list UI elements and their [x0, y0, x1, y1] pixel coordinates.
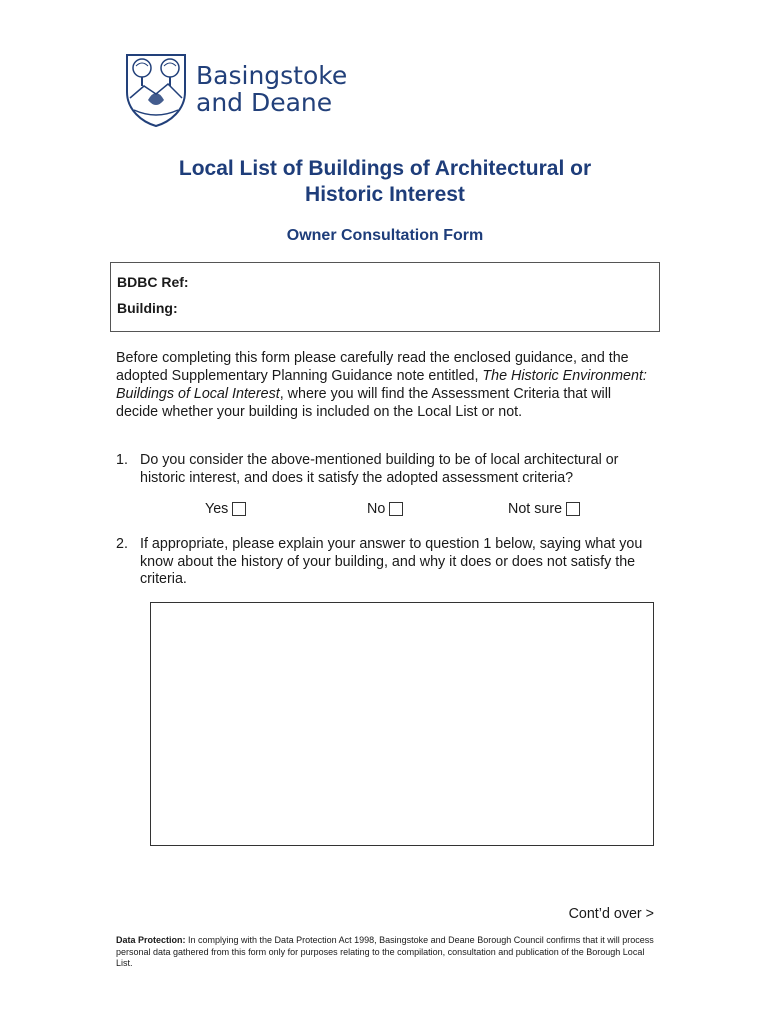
- data-protection-text: In complying with the Data Protection Act 1998, Basingstoke and Deane Borough Council confirms that it will process personal data gathered from this form only for purposes relating to the compilation, consultation and publication of the Borough Local List.: [116, 935, 654, 968]
- data-protection-label: Data Protection:: [116, 935, 186, 945]
- logo-wordmark: [196, 62, 347, 116]
- data-protection-notice: [116, 935, 656, 970]
- intro-guidance-title: The Historic Environment: Buildings of Local Interest: [116, 368, 647, 402]
- logo-line-1: Basingstoke: [196, 61, 348, 90]
- question-1-number: 1.: [116, 452, 128, 468]
- option-yes[interactable]: [205, 501, 246, 517]
- question-2-number: 2.: [116, 536, 128, 552]
- intro-paragraph: [116, 349, 656, 421]
- not-sure-checkbox[interactable]: [566, 502, 580, 516]
- question-2-text: If appropriate, please explain your answer to question 1 below, saying what you know about the history of your building, and why it does or does not satisfy the criteria.: [140, 536, 643, 587]
- question-1-text: Do you consider the above-mentioned building to be of local architectural or historic interest, and does it satisfy the adopted assessment criteria?: [140, 452, 619, 486]
- page-title: [0, 156, 770, 208]
- intro-text-1: Before completing this form please carefully read the enclosed guidance, and the adopted Supplementary Planning Guidance note entitled,: [116, 350, 629, 384]
- bdbc-ref-label: BDBC Ref:: [117, 274, 189, 290]
- building-label: Building:: [117, 300, 178, 316]
- reference-box: [110, 262, 660, 332]
- logo-line-2: and Deane: [196, 88, 333, 117]
- yes-checkbox[interactable]: [232, 502, 246, 516]
- option-not-sure-label: Not sure: [508, 501, 563, 517]
- option-yes-label: Yes: [205, 501, 229, 517]
- crest-icon: [124, 52, 188, 128]
- option-no[interactable]: [367, 501, 403, 517]
- intro-text-2: , where you will find the Assessment Criteria that will decide whether your building is included on the Local List or not.: [116, 386, 612, 420]
- no-checkbox[interactable]: [389, 502, 403, 516]
- option-not-sure[interactable]: [508, 501, 580, 517]
- answer-text-box[interactable]: [150, 602, 654, 846]
- council-logo: [124, 52, 364, 128]
- title-line-1: Local List of Buildings of Architectural or: [178, 157, 592, 180]
- form-subtitle: Owner Consultation Form: [286, 227, 484, 244]
- option-no-label: No: [367, 501, 386, 517]
- continued-note: Cont’d over >: [568, 906, 654, 922]
- title-line-2: Historic Interest: [305, 183, 465, 206]
